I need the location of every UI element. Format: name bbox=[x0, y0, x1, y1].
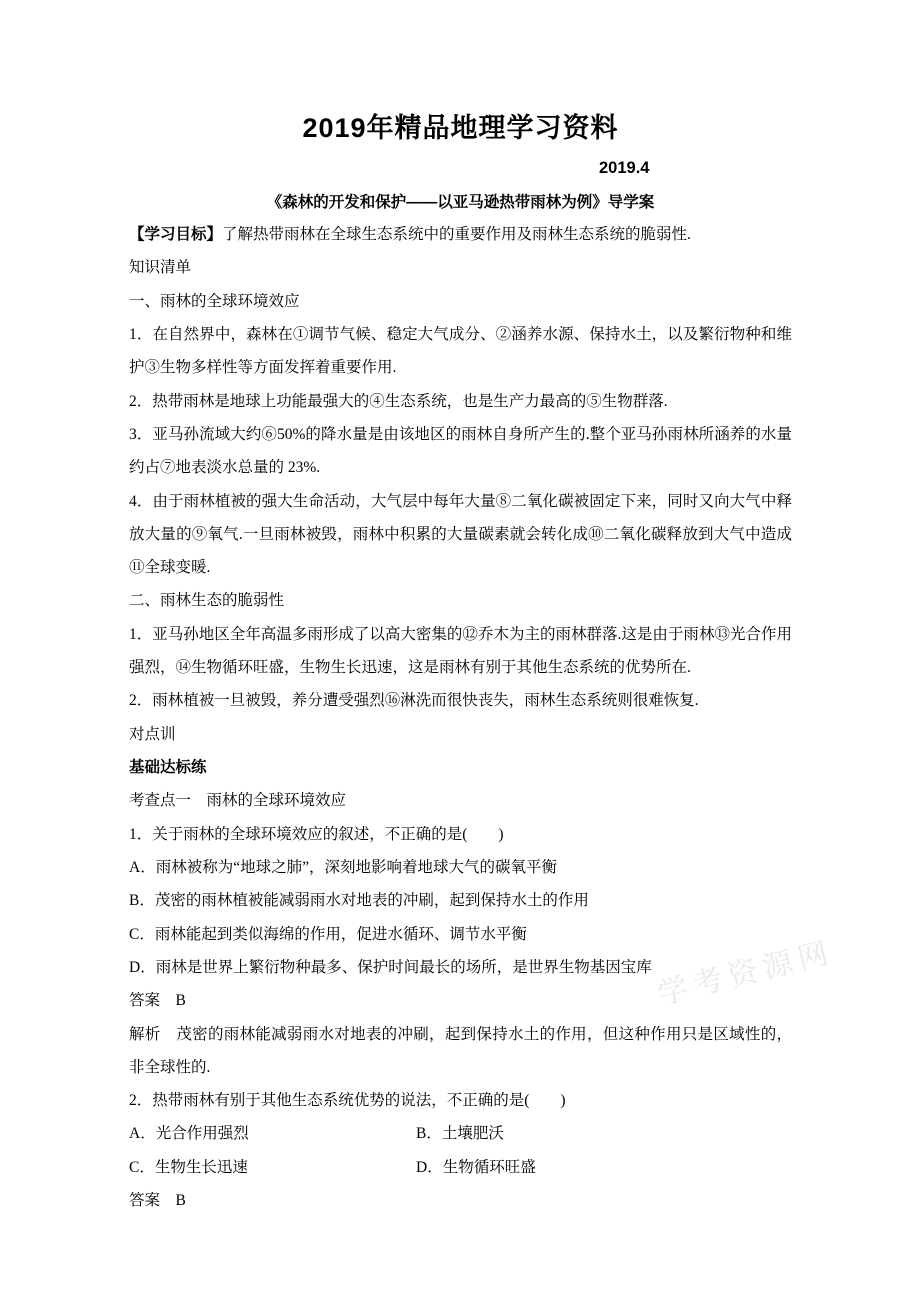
paragraph: 1．亚马孙地区全年高温多雨形成了以高大密集的⑫乔木为主的雨林群落.这是由于雨林⑬光合作用强烈，⑭生物循环旺盛，生物生长迅速，这是雨林有别于其他生态系统的优势所在. bbox=[129, 625, 792, 677]
option-row bbox=[129, 1117, 792, 1150]
paragraph: 2．雨林植被一旦被毁，养分遭受强烈⑯淋洗而很快丧失，雨林生态系统则很难恢复. bbox=[129, 692, 699, 710]
paragraph: 2．热带雨林是地球上功能最强大的④生态系统，也是生产力最高的⑤生物群落. bbox=[129, 392, 668, 410]
section-heading: 基础达标练 bbox=[129, 759, 207, 776]
option-right: B．土壤肥沃 bbox=[416, 1125, 504, 1143]
section-heading: 知识清单 bbox=[129, 259, 192, 277]
document-date: 2019.4 bbox=[599, 159, 650, 177]
section-heading: 对点训 bbox=[129, 725, 176, 743]
option: D．雨林是世界上繁衍物种最多、保护时间最长的场所，是世界生物基因宝库 bbox=[129, 958, 652, 976]
document-title: 2019年精品地理学习资料 bbox=[302, 113, 619, 143]
study-goal bbox=[129, 218, 792, 251]
answer: 答案 B bbox=[129, 992, 186, 1010]
option-left: C．生物生长迅速 bbox=[129, 1158, 248, 1176]
document-body bbox=[129, 218, 792, 1217]
option-right: D．生物循环旺盛 bbox=[416, 1158, 536, 1176]
answer: 答案 B bbox=[129, 1192, 186, 1210]
watermark: 学考资源网 bbox=[654, 935, 838, 1012]
option-row bbox=[129, 1151, 792, 1184]
paragraph: 4．由于雨林植被的强大生命活动，大气层中每年大量⑧二氧化碳被固定下来，同时又向大气中释放大量的⑨氧气.一旦雨林被毁，雨林中积累的大量碳素就会转化成⑩二氧化碳释放到大气中造成⑪全球变暖. bbox=[129, 492, 792, 577]
label-text: 了解热带雨林在全球生态系统中的重要作用及雨林生态系统的脆弱性. bbox=[222, 226, 691, 243]
label: 【学习目标】 bbox=[129, 226, 223, 243]
document-subtitle: 《森林的开发和保护——以亚马逊热带雨林为例》导学案 bbox=[266, 194, 655, 211]
paragraph: 3．亚马孙流域大约⑥50%的降水量是由该地区的雨林自身所产生的.整个亚马孙雨林所涵养的水量约占⑦地表淡水总量的 23%. bbox=[129, 425, 792, 477]
option: A．雨林被称为“地球之肺”，深刻地影响着地球大气的碳氧平衡 bbox=[129, 858, 557, 876]
question: 1．关于雨林的全球环境效应的叙述，不正确的是( ) bbox=[129, 825, 504, 843]
section-heading: 一、雨林的全球环境效应 bbox=[129, 292, 300, 310]
paragraph: 1．在自然界中，森林在①调节气候、稳定大气成分、②涵养水源、保持水土，以及繁衍物种和维护③生物多样性等方面发挥着重要作用. bbox=[129, 325, 792, 377]
question: 2．热带雨林有别于其他生态系统优势的说法，不正确的是( ) bbox=[129, 1092, 566, 1110]
section-heading: 二、雨林生态的脆弱性 bbox=[129, 592, 285, 610]
option-left: A．光合作用强烈 bbox=[129, 1125, 249, 1143]
option: C．雨林能起到类似海绵的作用，促进水循环、调节水平衡 bbox=[129, 925, 527, 943]
analysis: 解析 茂密的雨林能减弱雨水对地表的冲刷，起到保持水土的作用，但这种作用只是区域性的，非全球性的. bbox=[129, 1025, 792, 1076]
option: B．茂密的雨林植被能减弱雨水对地表的冲刷，起到保持水土的作用 bbox=[129, 892, 589, 910]
exam-point-heading: 考查点一 雨林的全球环境效应 bbox=[129, 792, 347, 810]
